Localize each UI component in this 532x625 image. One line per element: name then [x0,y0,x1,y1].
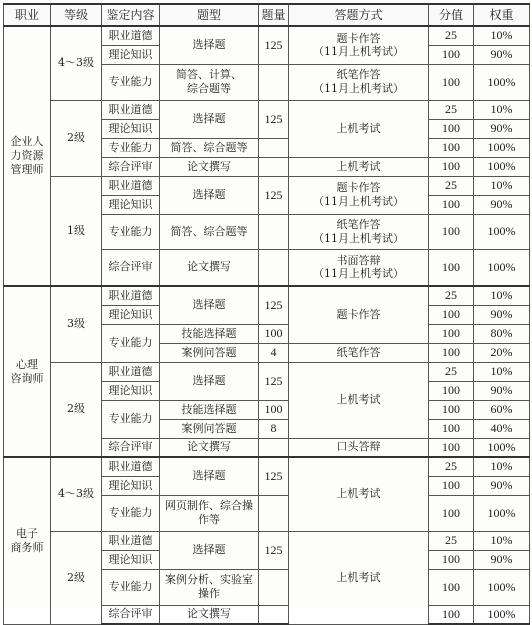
type-cell: 选择题 [160,286,259,324]
header-content: 鉴定内容 [102,4,160,26]
content-cell: 职业道德 [102,26,160,45]
content-cell: 专业能力 [102,138,160,157]
type-cell: 简答、综合题等 [160,214,259,249]
table-row [4,362,530,381]
score-cell: 100 [429,249,474,286]
score-cell: 100 [429,45,474,64]
weight-cell: 10% [474,531,530,550]
score-cell: 100 [429,343,474,362]
type-cell: 选择题 [160,531,259,569]
count-cell: 125 [259,100,289,138]
count-cell [259,249,289,286]
count-cell: 125 [259,457,289,495]
weight-cell: 90% [474,119,530,138]
header-row [4,4,530,26]
content-cell: 综合评审 [102,157,160,176]
method-cell: 上机考试 [289,457,429,531]
score-cell: 100 [429,419,474,438]
type-cell: 选择题 [160,362,259,400]
content-cell: 理论知识 [102,119,160,138]
content-cell: 专业能力 [102,495,160,531]
content-cell: 综合评审 [102,438,160,457]
level-cell: 2级 [51,100,102,176]
method-cell: 口头答辩 [289,438,429,457]
count-cell [259,64,289,100]
score-cell: 25 [429,176,474,195]
content-cell: 理论知识 [102,476,160,495]
score-cell: 25 [429,286,474,305]
score-cell: 100 [429,476,474,495]
weight-cell: 20% [474,343,530,362]
type-cell: 案例问答题 [160,419,259,438]
header-occupation: 职业 [4,4,51,26]
occupation-cell: 企业人 力资源 管理师 [4,26,51,286]
content-cell: 理论知识 [102,45,160,64]
weight-cell: 100% [474,438,530,457]
content-cell: 理论知识 [102,195,160,214]
weight-cell: 90% [474,550,530,569]
type-cell: 选择题 [160,26,259,64]
table-row [4,531,530,550]
count-cell: 100 [259,400,289,419]
weight-cell: 100% [474,495,530,531]
weight-cell: 10% [474,286,530,305]
score-cell: 100 [429,495,474,531]
count-cell [259,495,289,531]
level-cell: 4～3级 [51,457,102,531]
content-cell: 专业能力 [102,214,160,249]
weight-cell: 100% [474,569,530,605]
count-cell: 125 [259,362,289,400]
header-type: 题型 [160,4,259,26]
count-cell: 8 [259,419,289,438]
method-cell: 上机考试 [289,531,429,624]
count-cell: 100 [259,324,289,343]
count-cell: 125 [259,176,289,214]
score-cell: 25 [429,26,474,45]
score-cell: 100 [429,195,474,214]
header-weight: 权重 [474,4,530,26]
content-cell: 职业道德 [102,286,160,305]
content-cell: 职业道德 [102,457,160,476]
type-cell: 选择题 [160,176,259,214]
content-cell: 职业道德 [102,100,160,119]
occupation-cell: 电子 商务师 [4,457,51,624]
type-cell: 简答、综合题等 [160,138,259,157]
score-cell: 100 [429,305,474,324]
header-method: 答题方式 [289,4,429,26]
weight-cell: 10% [474,362,530,381]
score-cell: 100 [429,550,474,569]
count-cell [259,605,289,624]
weight-cell: 10% [474,176,530,195]
weight-cell: 10% [474,457,530,476]
method-cell: 题卡作答 [289,286,429,343]
header-score: 分值 [429,4,474,26]
type-cell: 网页制作、综合操作等 [160,495,259,531]
content-cell: 专业能力 [102,569,160,605]
score-cell: 100 [429,138,474,157]
count-cell [259,138,289,157]
type-cell: 论文撰写 [160,249,259,286]
count-cell: 125 [259,531,289,569]
table-row [4,176,530,195]
type-cell: 论文撰写 [160,157,259,176]
level-cell: 2级 [51,531,102,624]
count-cell [259,569,289,605]
level-cell: 4～3级 [51,26,102,100]
weight-cell: 100% [474,249,530,286]
score-cell: 100 [429,157,474,176]
content-cell: 职业道德 [102,531,160,550]
content-cell: 综合评审 [102,249,160,286]
type-cell: 案例分析、实验室操作 [160,569,259,605]
method-cell: 上机考试 [289,100,429,157]
level-cell: 3级 [51,286,102,362]
header-level: 等级 [51,4,102,26]
weight-cell: 90% [474,195,530,214]
score-cell: 100 [429,214,474,249]
count-cell [259,438,289,457]
content-cell: 理论知识 [102,381,160,400]
weight-cell: 90% [474,381,530,400]
type-cell: 案例问答题 [160,343,259,362]
method-cell: 纸笔作答 [289,343,429,362]
level-cell: 1级 [51,176,102,286]
weight-cell: 60% [474,400,530,419]
count-cell: 125 [259,286,289,324]
weight-cell: 100% [474,157,530,176]
type-cell: 选择题 [160,457,259,495]
score-cell: 25 [429,100,474,119]
content-cell: 专业能力 [102,324,160,362]
weight-cell: 80% [474,324,530,343]
table-row [4,26,530,45]
content-cell: 职业道德 [102,362,160,381]
type-cell: 选择题 [160,100,259,138]
count-cell: 4 [259,343,289,362]
score-cell: 100 [429,438,474,457]
level-cell: 2级 [51,362,102,457]
weight-cell: 90% [474,45,530,64]
exam-table [3,3,530,625]
score-cell: 25 [429,457,474,476]
header-count: 题量 [259,4,289,26]
count-cell: 125 [259,26,289,64]
method-cell: 书面答辩 （11月上机考试） [289,249,429,286]
score-cell: 100 [429,605,474,624]
score-cell: 25 [429,362,474,381]
method-cell: 纸笔作答 （11月上机考试） [289,64,429,100]
content-cell: 综合评审 [102,605,160,624]
count-cell [259,157,289,176]
method-cell: 上机考试 [289,157,429,176]
method-cell: 题卡作答 （11月上机考试） [289,176,429,214]
content-cell: 职业道德 [102,176,160,195]
weight-cell: 90% [474,476,530,495]
table-row [4,286,530,305]
type-cell: 论文撰写 [160,438,259,457]
table-row [4,457,530,476]
score-cell: 100 [429,64,474,100]
score-cell: 100 [429,324,474,343]
score-cell: 100 [429,119,474,138]
method-cell: 题卡作答 （11月上机考试） [289,26,429,64]
score-cell: 100 [429,569,474,605]
type-cell: 简答、计算、 综合题等 [160,64,259,100]
content-cell: 专业能力 [102,64,160,100]
table-row [4,100,530,119]
score-cell: 100 [429,400,474,419]
weight-cell: 90% [474,305,530,324]
weight-cell: 10% [474,26,530,45]
weight-cell: 40% [474,419,530,438]
type-cell: 论文撰写 [160,605,259,624]
content-cell: 理论知识 [102,550,160,569]
content-cell: 理论知识 [102,305,160,324]
count-cell [259,214,289,249]
weight-cell: 100% [474,64,530,100]
weight-cell: 10% [474,100,530,119]
method-cell: 上机考试 [289,362,429,438]
method-cell: 纸笔作答 （11月上机考试） [289,214,429,249]
occupation-cell: 心理 咨询师 [4,286,51,457]
score-cell: 25 [429,531,474,550]
content-cell: 专业能力 [102,400,160,438]
weight-cell: 100% [474,214,530,249]
type-cell: 技能选择题 [160,400,259,419]
weight-cell: 100% [474,138,530,157]
weight-cell: 100% [474,605,530,624]
score-cell: 100 [429,381,474,400]
type-cell: 技能选择题 [160,324,259,343]
